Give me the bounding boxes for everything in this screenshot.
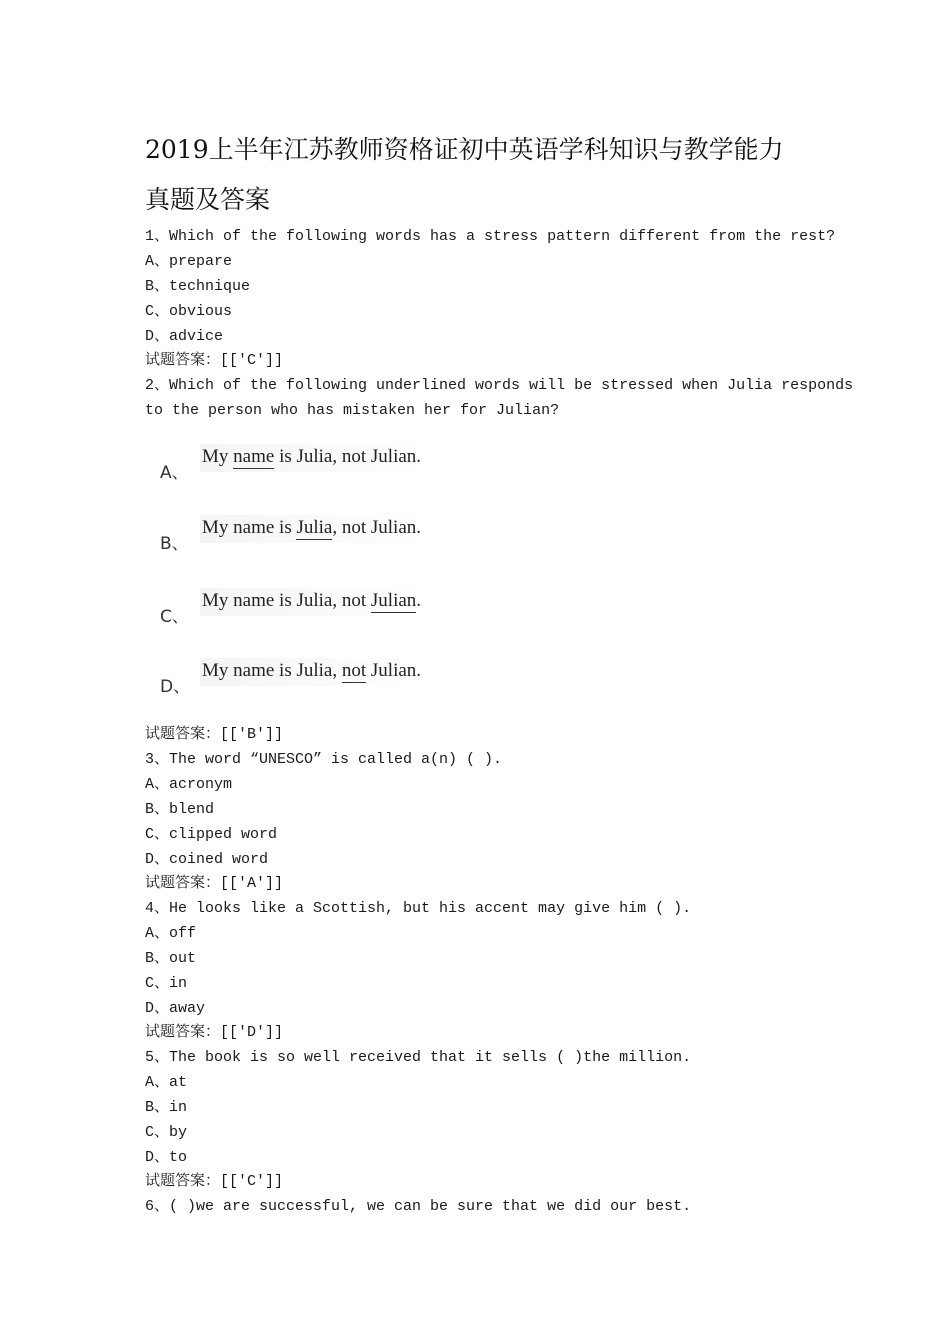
question-3-option-c: C、clipped word (145, 826, 278, 843)
question-5-option-d: D、to (145, 1149, 188, 1166)
sentence-part: My name is Julia, (202, 660, 342, 681)
question-2-stem-line-1: 2、Which of the following underlined words will be stressed when Julia responds (145, 377, 854, 394)
question-4-option-b: B、out (145, 950, 197, 967)
question-5-option-a: A、at (145, 1074, 188, 1091)
document-title-line-1: 2019上半年江苏教师资格证初中英语学科知识与教学能力 (145, 135, 784, 164)
question-1-option-b: B、technique (145, 278, 251, 295)
question-2-option-d-image (160, 658, 460, 698)
sentence-part: My (202, 446, 234, 467)
sentence-part: , not Julian. (332, 517, 422, 538)
sentence-part: My name is Julia, not (202, 590, 371, 611)
question-4-option-c: C、in (145, 975, 188, 992)
sentence-part: My name is (202, 517, 297, 538)
question-3-option-b: B、blend (145, 801, 215, 818)
question-3-answer: 试题答案：[['A']] (145, 875, 284, 892)
question-1-option-a: A、prepare (145, 253, 233, 270)
option-letter: D、 (160, 677, 191, 697)
option-letter: A、 (160, 463, 189, 483)
underlined-word: Julia (296, 517, 333, 538)
underlined-word: name (233, 446, 275, 467)
question-1-option-c: C、obvious (145, 303, 233, 320)
question-1-option-d: D、advice (145, 328, 224, 345)
underlined-word: not (341, 660, 367, 681)
question-6-stem: 6、( )we are successful, we can be sure that we did our best. (145, 1198, 692, 1215)
question-5-stem: 5、The book is so well received that it sells ( )the million. (145, 1049, 692, 1066)
document-title-line-2: 真题及答案 (145, 185, 271, 214)
question-2-option-c-image (160, 588, 460, 628)
question-2-option-a-image (160, 444, 460, 484)
option-letter: B、 (160, 534, 189, 554)
option-letter: C、 (160, 607, 189, 627)
sentence-part: Julian. (366, 660, 422, 681)
question-4-answer: 试题答案：[['D']] (145, 1024, 284, 1041)
question-3-stem: 3、The word “UNESCO” is called a(n) ( ). (145, 751, 503, 768)
sentence-part: is Julia, not Julian. (274, 446, 422, 467)
option-sentence (200, 515, 427, 543)
question-4-option-d: D、away (145, 1000, 206, 1017)
question-5-option-c: C、by (145, 1124, 188, 1141)
question-4-option-a: A、off (145, 925, 197, 942)
question-5-answer: 试题答案：[['C']] (145, 1173, 284, 1190)
question-3-option-d: D、coined word (145, 851, 269, 868)
question-1-stem: 1、Which of the following words has a stress pattern different from the rest? (145, 228, 836, 245)
sentence-part: . (416, 590, 422, 611)
underlined-word: Julian (370, 590, 417, 611)
option-sentence (200, 444, 427, 472)
option-sentence (200, 658, 427, 686)
question-1-answer: 试题答案：[['C']] (145, 352, 284, 369)
question-2-option-b-image (160, 515, 460, 555)
question-2-stem-line-2: to the person who has mistaken her for Julian? (145, 402, 560, 419)
question-5-option-b: B、in (145, 1099, 188, 1116)
question-4-stem: 4、He looks like a Scottish, but his accent may give him ( ). (145, 900, 692, 917)
question-2-answer: 试题答案：[['B']] (145, 726, 284, 743)
option-sentence (200, 588, 427, 616)
question-3-option-a: A、acronym (145, 776, 233, 793)
